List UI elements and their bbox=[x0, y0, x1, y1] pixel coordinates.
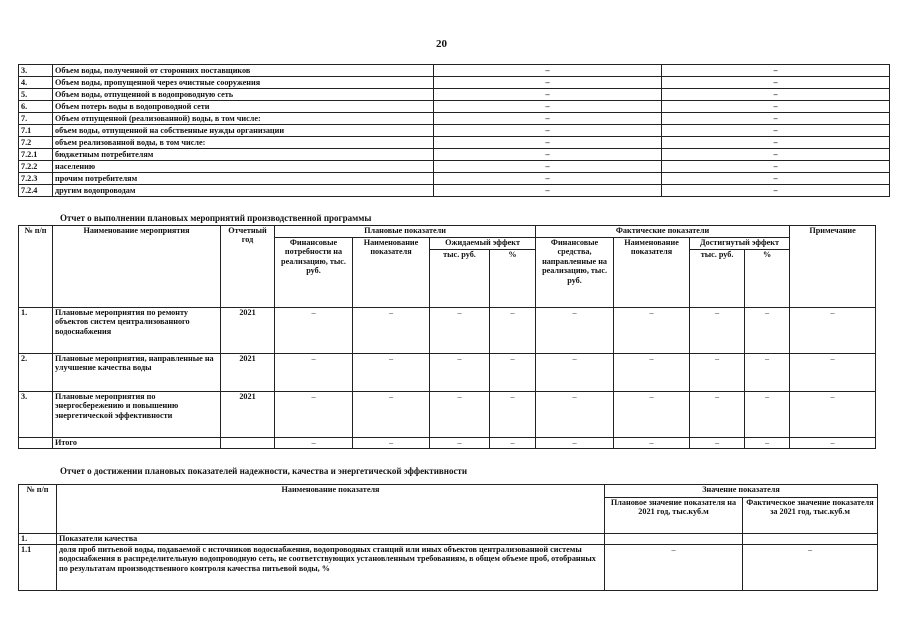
header-fact-finance: Финансовые средства, направленные на реализацию, тыс. руб. bbox=[536, 238, 614, 308]
program-row-value: – bbox=[790, 308, 876, 354]
water-row bbox=[19, 185, 890, 197]
water-row-num: 7.1 bbox=[19, 125, 53, 137]
indicator-header-value: Значение показателя bbox=[605, 485, 878, 498]
water-row-name: объем воды, отпущенной на собственные нужды организации bbox=[53, 125, 434, 137]
water-row bbox=[19, 161, 890, 173]
program-row-value: – bbox=[275, 308, 353, 354]
water-row-name: населению bbox=[53, 161, 434, 173]
water-row-num: 3. bbox=[19, 65, 53, 77]
program-row-num: 2. bbox=[19, 354, 53, 392]
water-row bbox=[19, 137, 890, 149]
header-fact-rub: тыс. руб. bbox=[690, 250, 745, 308]
header-fact-pct: % bbox=[745, 250, 790, 308]
program-total-value: – bbox=[275, 438, 353, 449]
program-row-value: – bbox=[353, 392, 430, 438]
water-row-value-2: – bbox=[662, 161, 890, 173]
program-total-row bbox=[19, 438, 876, 449]
section-name: Показатели качества bbox=[57, 534, 605, 545]
water-row-value-1: – bbox=[434, 185, 662, 197]
water-row bbox=[19, 77, 890, 89]
program-row-value: – bbox=[275, 354, 353, 392]
water-row-value-2: – bbox=[662, 125, 890, 137]
indicators-title: Отчет о достижении плановых показателей надежности, качества и энергетической эффективности bbox=[60, 466, 468, 476]
water-row-value-1: – bbox=[434, 89, 662, 101]
header-plan: Плановые показатели bbox=[275, 226, 536, 238]
header-plan-rub: тыс. руб. bbox=[430, 250, 490, 308]
water-row-num: 7. bbox=[19, 113, 53, 125]
water-row-num: 5. bbox=[19, 89, 53, 101]
header-num: № п/п bbox=[19, 226, 53, 308]
program-row-value: – bbox=[353, 354, 430, 392]
water-row-value-2: – bbox=[662, 185, 890, 197]
water-row-value-2: – bbox=[662, 101, 890, 113]
program-row-value: – bbox=[690, 354, 745, 392]
program-row-value: – bbox=[790, 354, 876, 392]
program-row-value: – bbox=[490, 392, 536, 438]
header-expected-effect: Ожидаемый эффект bbox=[430, 238, 536, 250]
indicator-header-name: Наименование показателя bbox=[57, 485, 605, 534]
water-row-value-2: – bbox=[662, 65, 890, 77]
indicator-row-fact: – bbox=[743, 545, 878, 591]
water-row-value-1: – bbox=[434, 149, 662, 161]
water-row-name: объем реализованной воды, в том числе: bbox=[53, 137, 434, 149]
section-empty-fact bbox=[743, 534, 878, 545]
program-row-value: – bbox=[745, 354, 790, 392]
water-row-value-2: – bbox=[662, 137, 890, 149]
indicator-row-plan: – bbox=[605, 545, 743, 591]
program-row-value: – bbox=[690, 308, 745, 354]
water-row bbox=[19, 65, 890, 77]
program-total-num bbox=[19, 438, 53, 449]
water-row-num: 6. bbox=[19, 101, 53, 113]
water-row-name: Объем воды, полученной от сторонних поставщиков bbox=[53, 65, 434, 77]
water-row-num: 7.2 bbox=[19, 137, 53, 149]
header-fact: Фактические показатели bbox=[536, 226, 790, 238]
water-row bbox=[19, 149, 890, 161]
water-row-name: бюджетным потребителям bbox=[53, 149, 434, 161]
program-row-value: – bbox=[536, 308, 614, 354]
header-achieved-effect: Достигнутый эффект bbox=[690, 238, 790, 250]
page-number: 20 bbox=[436, 38, 447, 50]
program-row-value: – bbox=[790, 392, 876, 438]
program-row-value: – bbox=[614, 308, 690, 354]
water-row-value-1: – bbox=[434, 137, 662, 149]
program-row-name: Плановые мероприятия по ремонту объектов систем централизованного водоснабжения bbox=[53, 308, 221, 354]
program-row-year: 2021 bbox=[221, 354, 275, 392]
program-row-value: – bbox=[536, 354, 614, 392]
programs-title: Отчет о выполнении плановых мероприятий производственной программы bbox=[60, 213, 372, 223]
water-row-value-2: – bbox=[662, 89, 890, 101]
programs-table bbox=[18, 225, 876, 449]
program-total-value: – bbox=[536, 438, 614, 449]
program-total-value: – bbox=[745, 438, 790, 449]
program-row-value: – bbox=[490, 308, 536, 354]
program-total-label: Итого bbox=[53, 438, 221, 449]
section-empty-plan bbox=[605, 534, 743, 545]
program-total-value: – bbox=[790, 438, 876, 449]
header-plan-pct: % bbox=[490, 250, 536, 308]
program-total-value: – bbox=[690, 438, 745, 449]
water-row bbox=[19, 101, 890, 113]
indicator-header-num: № п/п bbox=[19, 485, 57, 534]
header-measure-name: Наименование мероприятия bbox=[53, 226, 221, 308]
header-plan-finance: Финансовые потребности на реализацию, тыс. руб. bbox=[275, 238, 353, 308]
program-row-value: – bbox=[430, 308, 490, 354]
program-row-value: – bbox=[490, 354, 536, 392]
program-row-year: 2021 bbox=[221, 308, 275, 354]
water-volume-table bbox=[18, 64, 890, 197]
water-row-num: 7.2.4 bbox=[19, 185, 53, 197]
water-row-num: 7.2.2 bbox=[19, 161, 53, 173]
water-row bbox=[19, 173, 890, 185]
program-row-num: 3. bbox=[19, 392, 53, 438]
program-row-year: 2021 bbox=[221, 392, 275, 438]
water-row-value-1: – bbox=[434, 113, 662, 125]
program-total-year bbox=[221, 438, 275, 449]
indicator-header-fact: Фактическое значение показателя за 2021 год, тыс.куб.м bbox=[743, 498, 878, 534]
water-row bbox=[19, 125, 890, 137]
water-row-num: 4. bbox=[19, 77, 53, 89]
water-row-value-1: – bbox=[434, 77, 662, 89]
indicator-row-name: доля проб питьевой воды, подаваемой с источников водоснабжения, водопроводных станций или иных объектов централизованной системы водоснабжения в распределительную водопроводную сеть, не соответствующих установленным требованиям, в общем объеме проб, отобранных по результатам производственного контроля качества питьевой воды, % bbox=[57, 545, 605, 591]
water-row bbox=[19, 113, 890, 125]
header-note: Примечание bbox=[790, 226, 876, 308]
program-row bbox=[19, 392, 876, 438]
water-row-value-1: – bbox=[434, 65, 662, 77]
program-row-value: – bbox=[536, 392, 614, 438]
program-total-value: – bbox=[353, 438, 430, 449]
water-row-name: Объем потерь воды в водопроводной сети bbox=[53, 101, 434, 113]
program-total-value: – bbox=[490, 438, 536, 449]
program-total-value: – bbox=[430, 438, 490, 449]
program-row-value: – bbox=[745, 392, 790, 438]
program-row-value: – bbox=[430, 354, 490, 392]
program-row-value: – bbox=[690, 392, 745, 438]
program-row-num: 1. bbox=[19, 308, 53, 354]
program-row bbox=[19, 354, 876, 392]
water-row-value-2: – bbox=[662, 149, 890, 161]
header-fact-indicator: Наименование показателя bbox=[614, 238, 690, 308]
header-year: Отчетный год bbox=[221, 226, 275, 308]
indicator-row-num: 1.1 bbox=[19, 545, 57, 591]
water-row-value-2: – bbox=[662, 113, 890, 125]
water-row-name: другим водопроводам bbox=[53, 185, 434, 197]
water-row bbox=[19, 89, 890, 101]
water-row-name: Объем воды, отпущенной в водопроводную сеть bbox=[53, 89, 434, 101]
section-num: 1. bbox=[19, 534, 57, 545]
indicator-header-plan: Плановое значение показателя на 2021 год, тыс.куб.м bbox=[605, 498, 743, 534]
program-total-value: – bbox=[614, 438, 690, 449]
water-row-name: Объем отпущенной (реализованной) воды, в том числе: bbox=[53, 113, 434, 125]
program-row-value: – bbox=[430, 392, 490, 438]
program-row-value: – bbox=[353, 308, 430, 354]
program-row-name: Плановые мероприятия, направленные на улучшение качества воды bbox=[53, 354, 221, 392]
water-row-name: прочим потребителям bbox=[53, 173, 434, 185]
water-row-value-1: – bbox=[434, 125, 662, 137]
water-row-value-1: – bbox=[434, 173, 662, 185]
water-row-num: 7.2.1 bbox=[19, 149, 53, 161]
program-row-value: – bbox=[745, 308, 790, 354]
water-row-value-2: – bbox=[662, 173, 890, 185]
water-row-name: Объем воды, пропущенной через очистные сооружения bbox=[53, 77, 434, 89]
indicators-table bbox=[18, 484, 878, 591]
program-row bbox=[19, 308, 876, 354]
water-row-value-1: – bbox=[434, 101, 662, 113]
program-row-value: – bbox=[614, 354, 690, 392]
water-row-value-2: – bbox=[662, 77, 890, 89]
water-row-num: 7.2.3 bbox=[19, 173, 53, 185]
header-plan-indicator: Наименование показателя bbox=[353, 238, 430, 308]
program-row-value: – bbox=[614, 392, 690, 438]
program-row-value: – bbox=[275, 392, 353, 438]
program-row-name: Плановые мероприятия по энергосбережению и повышению энергетической эффективности bbox=[53, 392, 221, 438]
water-row-value-1: – bbox=[434, 161, 662, 173]
